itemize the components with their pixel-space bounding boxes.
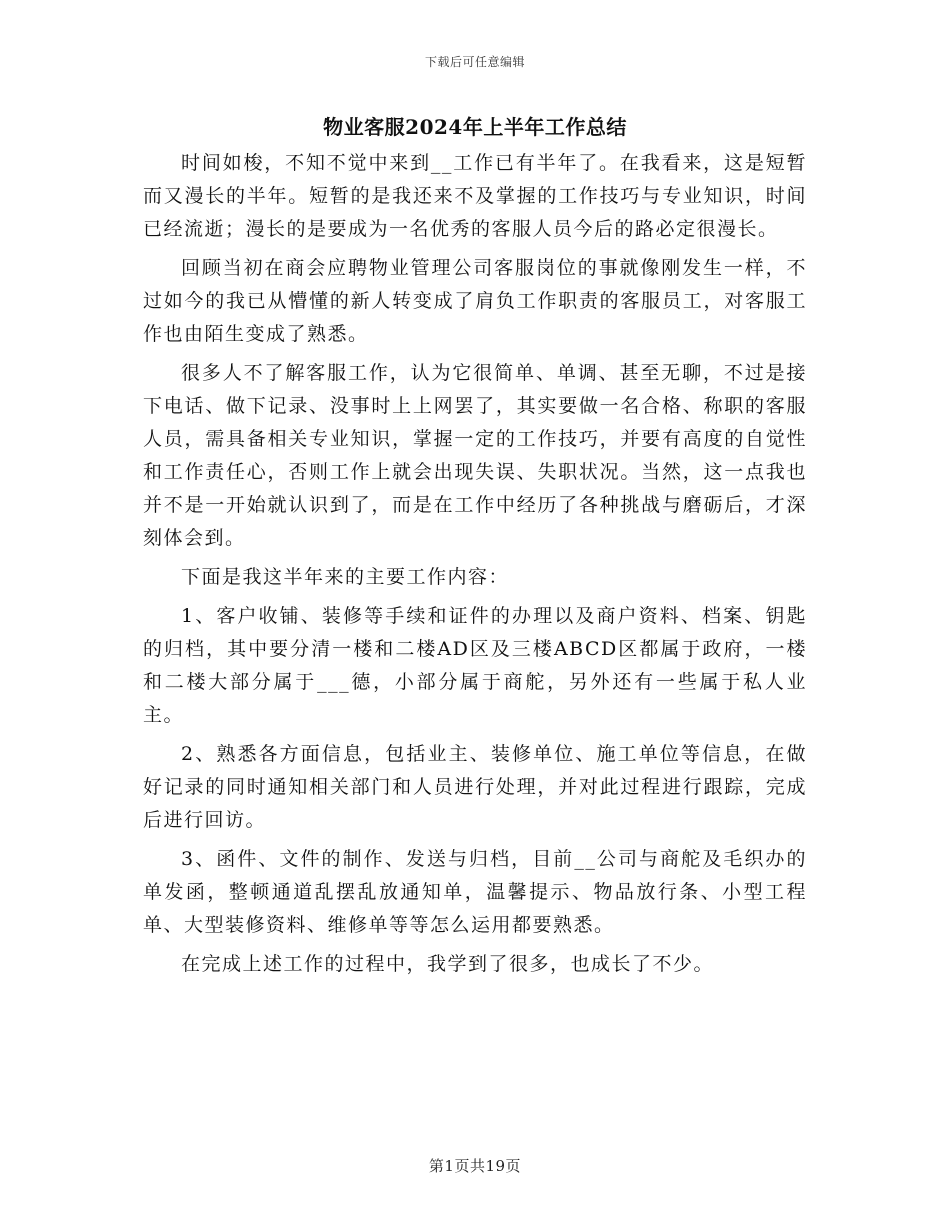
paragraph: 在完成上述工作的过程中，我学到了很多，也成长了不少。: [181, 953, 715, 975]
document-body: [143, 147, 807, 981]
paragraph: 下面是我这半年来的主要工作内容：: [181, 566, 510, 588]
list-item-paragraph: 2、熟悉各方面信息，包括业主、装修单位、施工单位等信息，在做好记录的同时通知相关部门和人员进行处理，并对此过程进行跟踪，完成后进行回访。: [143, 743, 807, 831]
document-title: 物业客服2024年上半年工作总结: [323, 115, 627, 139]
paragraph: 时间如梭，不知不觉中来到__工作已有半年了。在我看来，这是短暂而又漫长的半年。短暂的是我还来不及掌握的工作技巧与专业知识，时间已经流逝；漫长的是要成为一名优秀的客服人员今后的路必定很漫长。: [143, 152, 807, 240]
page-header: 下载后可任意编辑: [424, 55, 525, 69]
paragraph: 很多人不了解客服工作，认为它很简单、单调、甚至无聊，不过是接下电话、做下记录、没事时上上网罢了，其实要做一名合格、称职的客服人员，需具备相关专业知识，掌握一定的工作技巧，并要有高度的自觉性和工作责任心，否则工作上就会出现失误、失职状况。当然，这一点我也并不是一开始就认识到了，而是在工作中经历了各种挑战与磨砺后，才深刻体会到。: [143, 362, 807, 549]
paragraph: 回顾当初在商会应聘物业管理公司客服岗位的事就像刚发生一样，不过如今的我已从懵懂的新人转变成了肩负工作职责的客服员工，对客服工作也由陌生变成了熟悉。: [143, 257, 807, 345]
page-number: 第1页共19页: [428, 1157, 522, 1175]
list-item-paragraph: 3、函件、文件的制作、发送与归档，目前__公司与商舵及毛织办的单发函，整顿通道乱摆乱放通知单，温馨提示、物品放行条、小型工程单、大型装修资料、维修单等等怎么运用都要熟悉。: [143, 848, 807, 936]
list-item-paragraph: 1、客户收铺、装修等手续和证件的办理以及商户资料、档案、钥匙的归档，其中要分清一楼和二楼AD区及三楼ABCD区都属于政府，一楼和二楼大部分属于___德，小部分属于商舵，另外还有一些属于私人业主。: [143, 605, 807, 726]
